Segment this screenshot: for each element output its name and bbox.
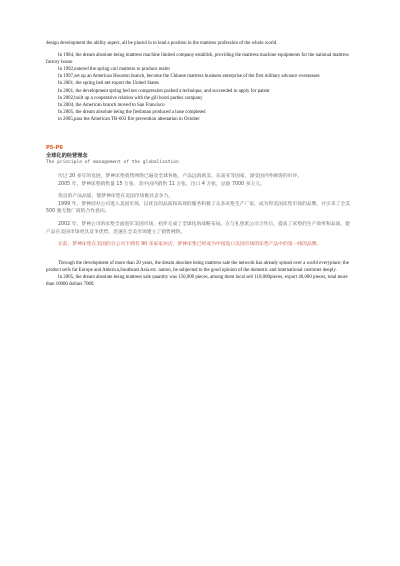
- chinese-highlight-paragraph: 在前，梦神床垫在美国的分公司下拥有 90 多家家居店，梦神床垫已经成为中国进口美国市场的床垫产品中的第一线的品牌。: [58, 242, 322, 248]
- spacer: [46, 165, 354, 173]
- spacer: [46, 123, 354, 134]
- section-heading: 全球化的经营理念: [46, 153, 88, 160]
- section-subheading: The principle of management of the globalization: [46, 160, 179, 166]
- chinese-paragraph: 历过 20 多年的发展，梦神床垫销售网络已遍及全球各地，产品远销欧美、东南亚等国家，深受国内外顾客的好评。: [58, 174, 303, 180]
- history-line: In 1984, the dream absolute being mattress machine limited company establish, providing the mattress machine equipments for the national mattress factory house: [46, 53, 349, 66]
- chinese-paragraph: 2002 年，梦神公司的床垫全面进军美国市场，初步完成了全球化的战略布局。在与礼慈派公司合作后，提高了床垫的生产效率和品质，使产品在美国市场更具竞争优势，迅速在全美市场建立了销售网络。: [46, 222, 350, 235]
- history-line: In 1992,entered the spring coil mattress to produce realm: [58, 67, 170, 73]
- english-paragraph: In 2005, the dream absolute being mattress sale quantity was 150,000 pieces, among them local sell 110,000pieces, export 40,000 pieces, total more than 10000 dollars 7000.: [46, 274, 348, 288]
- intro-paragraph: design development the ability aspect, all be placed in to lead a position in the mattress profession of the whole world.: [46, 41, 278, 46]
- history-line: In 2001, the spring bed net export the United States: [58, 81, 159, 87]
- history-line: In 2001, the development spring bed net compression packed a technique, and succeeded to apply for patent: [58, 88, 270, 94]
- spacer: [46, 134, 354, 145]
- history-line: In 2002,built up a cooperative relation with the gill booti parties company: [58, 95, 203, 101]
- history-line: In 1997,set up an American Houston branch, become the Chinese mattress business enterprise of the first military advance overseases: [58, 74, 320, 80]
- history-line: in 2005,pass the American TB-603 fire prevention attestation in October: [58, 116, 200, 122]
- history-line: In 2005, the dream absolute being the freshman produced a base completed: [58, 109, 206, 115]
- page-number: P5-P6: [46, 145, 63, 152]
- spacer: [46, 249, 354, 260]
- chinese-paragraph: 1999 年，梦神创办公司进入美国市场，以优良的品质和高效的服务积极了众多床垫生产厂家，成为得美国床垫市场的品牌，并引来了全美 500 强无数厂商的合作意向。: [46, 201, 350, 215]
- chinese-paragraph: 2005 年，梦神床垫销售量 15 万张，其中国内销售 11 万张，出口 4 万张，总值 7000 多万元。: [58, 181, 265, 187]
- history-line: In 2004, the American branch moved to San Francisco: [58, 102, 165, 108]
- document-page: [46, 40, 354, 288]
- english-paragraph: Through the development of more than 20 years, the dream absolute being mattress sale the network has already spread over a world everyplace; the product sells far Europe and America,Southeast Asia etc. nation, be subjected to the good opinion of the domestic and international customer deeply.: [46, 260, 349, 273]
- chinese-paragraph: 优良的产品品质，使梦神床垫在美国市场极具竞争力。: [58, 194, 174, 200]
